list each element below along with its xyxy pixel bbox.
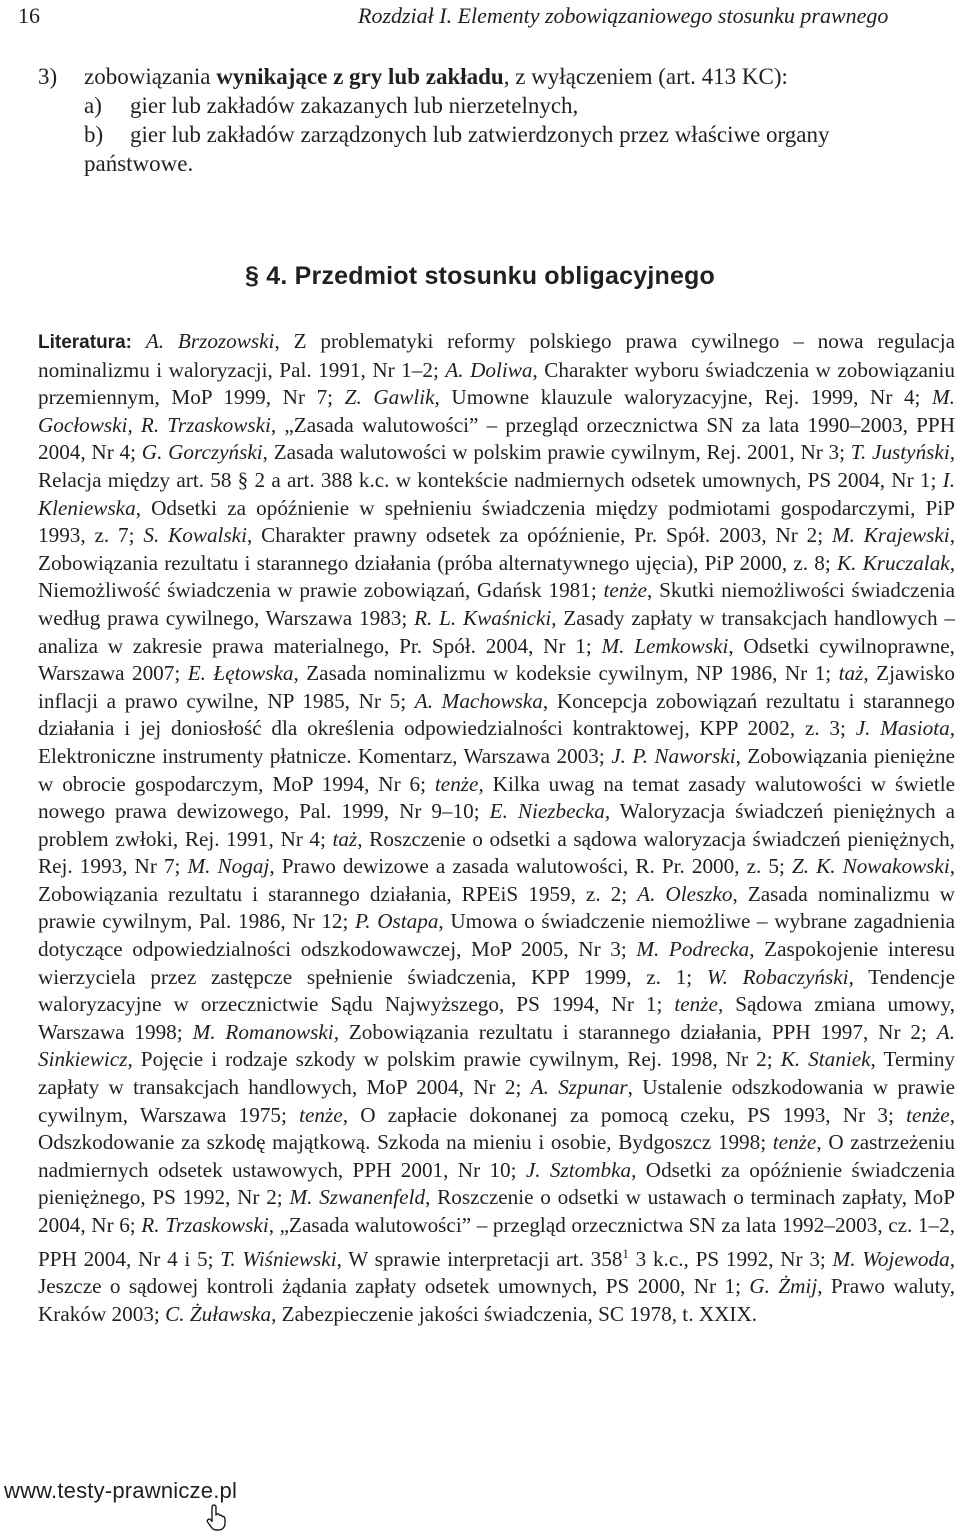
sub-item-b — [38, 120, 953, 149]
running-title: Rozdział I. Elementy zobowiązaniowego stosunku prawnego — [358, 3, 889, 28]
hand-pointer-icon — [205, 1503, 229, 1531]
game-obligations-list — [38, 62, 953, 178]
sub-item-a — [38, 91, 953, 120]
reference-text: , Odsetki cywilnoprawne, Warszawa 2007; — [38, 633, 955, 686]
reference-text: , Zasada nominalizmu w prawie cywilnym, Pal. 1986, Nr 12; — [38, 881, 955, 934]
reference-author: T. Justyński — [850, 440, 950, 465]
sub-item-b-continuation — [38, 149, 953, 178]
reference-text: , Niemożliwość świadczenia w prawie zobowiązań, Gdańsk 1981; — [38, 550, 955, 603]
reference-author: A. Machowska — [414, 688, 543, 713]
reference-author: M. Podrecka — [636, 937, 750, 962]
reference-author: J. Sztombka — [525, 1157, 632, 1182]
reference-text: , Odsetki za opóźnienie świadczenia pieniężnego, PS 1992, Nr 2; — [38, 1157, 956, 1210]
reference-text: , O zapłacie dokonanej za pomocą czeku, PS 1993, Nr 3; — [342, 1102, 907, 1127]
page-header — [18, 2, 958, 30]
reference-text: , Odszkodowanie za szkodę majątkową. Szkoda na mieniu i osobie, Bydgoszcz 1998; — [38, 1102, 955, 1155]
reference-author: M. Romanowski — [192, 1019, 334, 1044]
reference-author: M. Nogaj — [187, 854, 270, 879]
reference-text: , Roszczenie o odsetki w ustawach o terminach zapłaty, MoP 2004, Nr 6; — [38, 1185, 956, 1237]
reference-text: , Umowne klauzule waloryzacyjne, Rej. 1999, Nr 4; — [434, 385, 933, 410]
list-item-text: zobowiązania — [84, 64, 217, 89]
reference-text: , „Zasada walutowości” – przegląd orzecznictwa SN za lata 1990–2003, PPH 2004, Nr 4; — [38, 412, 955, 465]
reference-author: tenże — [906, 1102, 950, 1127]
reference-text: , Koncepcja zobowiązań rezultatu i starannego działania i jej doniosłość dla określenia odpowiedzialności kontraktowej, KPP 2002, z. 3; — [38, 688, 956, 741]
reference-author: R. Trzaskowski — [141, 1213, 269, 1237]
sub-item-text: państwowe. — [84, 151, 194, 176]
reference-author: M. Gocłowski, R. Trzaskowski — [38, 385, 955, 437]
reference-author: tenże — [434, 771, 479, 796]
reference-author: tenże — [674, 992, 718, 1017]
reference-author: S. Kowalski — [143, 523, 247, 548]
reference-author: A. Sinkiewicz — [38, 1019, 956, 1072]
reference-text: , Zjawisko inflacji a prawo cywilne, NP 1985, Nr 5; — [38, 661, 956, 713]
reference-author: Z. Gawlik — [344, 385, 435, 410]
reference-author: Z. K. Nowakowski — [791, 854, 950, 879]
literature-references — [38, 329, 955, 1326]
reference-author: M. Krajewski — [831, 523, 950, 548]
reference-author: M. Lemkowski — [601, 633, 729, 658]
reference-author: R. L. Kwaśnicki — [414, 605, 552, 630]
reference-author: G. Gorczyński — [141, 440, 263, 465]
reference-author: taż — [838, 661, 864, 686]
reference-author: K. Staniek — [780, 1047, 871, 1072]
reference-text: , Odsetki za opóźnienie w spełnieniu świadczenia między podmiotami gospodarczymi, PiP 1993, z. 7; — [38, 495, 955, 548]
literature-paragraph — [38, 328, 955, 1328]
reference-text: , Ustalenie odszkodowania w prawie cywilnym, Warszawa 1975; — [38, 1075, 955, 1127]
section-heading: § 4. Przedmiot stosunku obligacyjnego — [245, 262, 715, 290]
reference-text: , Prawo waluty, Kraków 2003; — [38, 1274, 955, 1326]
reference-author: T. Wiśniewski — [220, 1246, 337, 1271]
reference-text: , „Zasada walutowości” – przegląd orzecznictwa SN za lata 1992–2003, cz. 1–2, PPH 2004, Nr 4 i 5; — [38, 1213, 955, 1271]
reference-text: , Kilka uwag na temat zasady walutowości w świetle nowego prawa dewizowego, Pal. 1999, Nr 9–10; — [38, 771, 955, 824]
list-item-3 — [38, 62, 953, 91]
reference-author: E. Łętowska — [187, 661, 294, 686]
list-item-bold-text: wynikające z gry lub zakładu — [216, 64, 504, 89]
website-url[interactable]: www.testy-prawnicze.pl — [4, 1478, 238, 1503]
page-number: 16 — [18, 3, 40, 28]
sub-item-text: gier lub zakładów zarządzonych lub zatwierdzonych przez właściwe organy — [130, 122, 830, 147]
reference-author: tenże — [772, 1130, 817, 1155]
reference-text: , Relacja między art. 58 § 2 a art. 388 k.c. w kontekście nadmiernych odsetek umownych, PS 2004, Nr 1; — [38, 440, 955, 492]
reference-text: , Zobowiązania rezultatu i starannego działania, PPH 1997, Nr 2; — [333, 1019, 937, 1044]
reference-author: G. Żmij — [749, 1274, 818, 1299]
reference-author: J. Masiota — [855, 716, 950, 741]
reference-author: P. Ostapa — [355, 909, 439, 934]
reference-text — [132, 329, 146, 353]
reference-text: , Zasada walutowości w polskim prawie cywilnym, Rej. 2001, Nr 3; — [262, 440, 851, 465]
reference-text: , Zobowiązania pieniężne w obrocie gospodarczym, MoP 1994, Nr 6; — [38, 743, 955, 796]
reference-author: M. Szwanenfeld — [289, 1185, 426, 1210]
reference-author: M. Wojewoda — [832, 1246, 950, 1271]
sub-item-text: gier lub zakładów zakazanych lub nierzetelnych, — [130, 93, 579, 118]
list-item-number: 3) — [38, 64, 58, 89]
reference-author: tenże — [299, 1102, 343, 1127]
reference-author: A. Oleszko — [637, 881, 733, 906]
reference-author: taż — [332, 826, 358, 851]
reference-text: , Zobowiązania rezultatu i starannego działania, RPEiS 1959, z. 2; — [38, 854, 955, 906]
literature-label: Literatura: — [38, 332, 132, 353]
reference-text: , Elektroniczne instrumenty płatnicze. Komentarz, Warszawa 2003; — [38, 716, 955, 768]
reference-text: , Umowa o świadczenie niemożliwe – wybrane zagadnienia dotyczące odpowiedzialności odszkodowawczej, MoP 2005, Nr 3; — [38, 909, 955, 962]
reference-text: , Charakter prawny odsetek za opóźnienie, Pr. Spół. 2003, Nr 2; — [246, 523, 832, 548]
reference-text: , Zasada nominalizmu w kodeksie cywilnym, NP 1986, Nr 1; — [293, 661, 839, 686]
reference-author: A. Brzozowski — [145, 329, 275, 353]
reference-text: , Z problematyki reformy polskiego prawa cywilnego – nowa regulacja nominalizmu i waloryzacji, Pal. 1991, Nr 1–2; — [38, 329, 955, 382]
sub-item-letter: a) — [84, 93, 102, 118]
reference-author: C. Żuławska — [165, 1301, 272, 1326]
reference-text: , O zastrzeżeniu nadmiernych odsetek ustawowych, PPH 2001, Nr 10; — [38, 1130, 955, 1182]
reference-author: A. Szpunar — [530, 1075, 628, 1100]
reference-text: , Zasady zapłaty w transakcjach handlowych – analiza w zakresie prawa materialnego, Pr. Spół. 2004, Nr 1; — [38, 605, 955, 658]
reference-author: K. Kruczalak — [836, 550, 950, 575]
reference-author: I. Kleniewska — [38, 467, 955, 520]
reference-text: , Charakter wyboru świadczenia w zobowiązaniu przemiennym, MoP 1999, Nr 7; — [38, 357, 956, 410]
list-item-text-after: , z wyłączeniem (art. 413 KC): — [503, 64, 788, 89]
reference-text: , Terminy zapłaty w transakcjach handlowych, MoP 2004, Nr 2; — [38, 1047, 956, 1100]
reference-author: W. Robaczyński — [706, 964, 849, 989]
reference-text: , W sprawie interpretacji art. 358 — [336, 1246, 623, 1271]
reference-text: 1 — [622, 1245, 629, 1261]
reference-text: , Skutki niemożliwości świadczenia według prawa cywilnego, Warszawa 1983; — [38, 578, 955, 630]
reference-author: tenże — [603, 578, 648, 603]
reference-text: , Zabezpieczenie jakości świadczenia, SC 1978, t. XXIX. — [271, 1301, 758, 1326]
reference-author: A. Doliwa — [445, 357, 533, 382]
reference-author: E. Niezbecka — [489, 799, 605, 824]
reference-text: , Waloryzacja świadczeń pieniężnych a problem zwłoki, Rej. 1991, Nr 4; — [38, 799, 956, 851]
reference-text: , Sądowa zmiana umowy, Warszawa 1998; — [38, 992, 955, 1044]
reference-author: J. P. Naworski — [611, 743, 736, 768]
reference-text: , Roszczenie o odsetki a sądowa waloryzacja świadczeń pieniężnych, Rej. 1993, Nr 7; — [38, 826, 955, 879]
reference-text: , Prawo dewizowe a zasada walutowości, R. Pr. 2000, z. 5; — [269, 854, 792, 879]
reference-text: , Pojęcie i rodzaje szkody w polskim prawie cywilnym, Rej. 1998, Nr 2; — [127, 1047, 781, 1072]
reference-text: , Zobowiązania rezultatu i starannego działania (próba alternatywnego ujęcia), PiP 2000, z. 8; — [38, 523, 955, 575]
reference-text: 3 k.c., PS 1992, Nr 3; — [628, 1246, 833, 1271]
reference-text: , Jeszcze o sądowej kontroli żądania zapłaty odsetek umownych, PS 2000, Nr 1; — [38, 1246, 956, 1299]
reference-text: , Tendencje waloryzacyjne w orzecznictwie Sądu Najwyższego, PS 1994, Nr 1; — [38, 964, 955, 1017]
reference-text: , Zaspokojenie interesu wierzyciela przez zastępcze spełnienie świadczenia, KPP 1999, z. 1; — [38, 937, 955, 989]
sub-item-letter: b) — [84, 122, 104, 147]
